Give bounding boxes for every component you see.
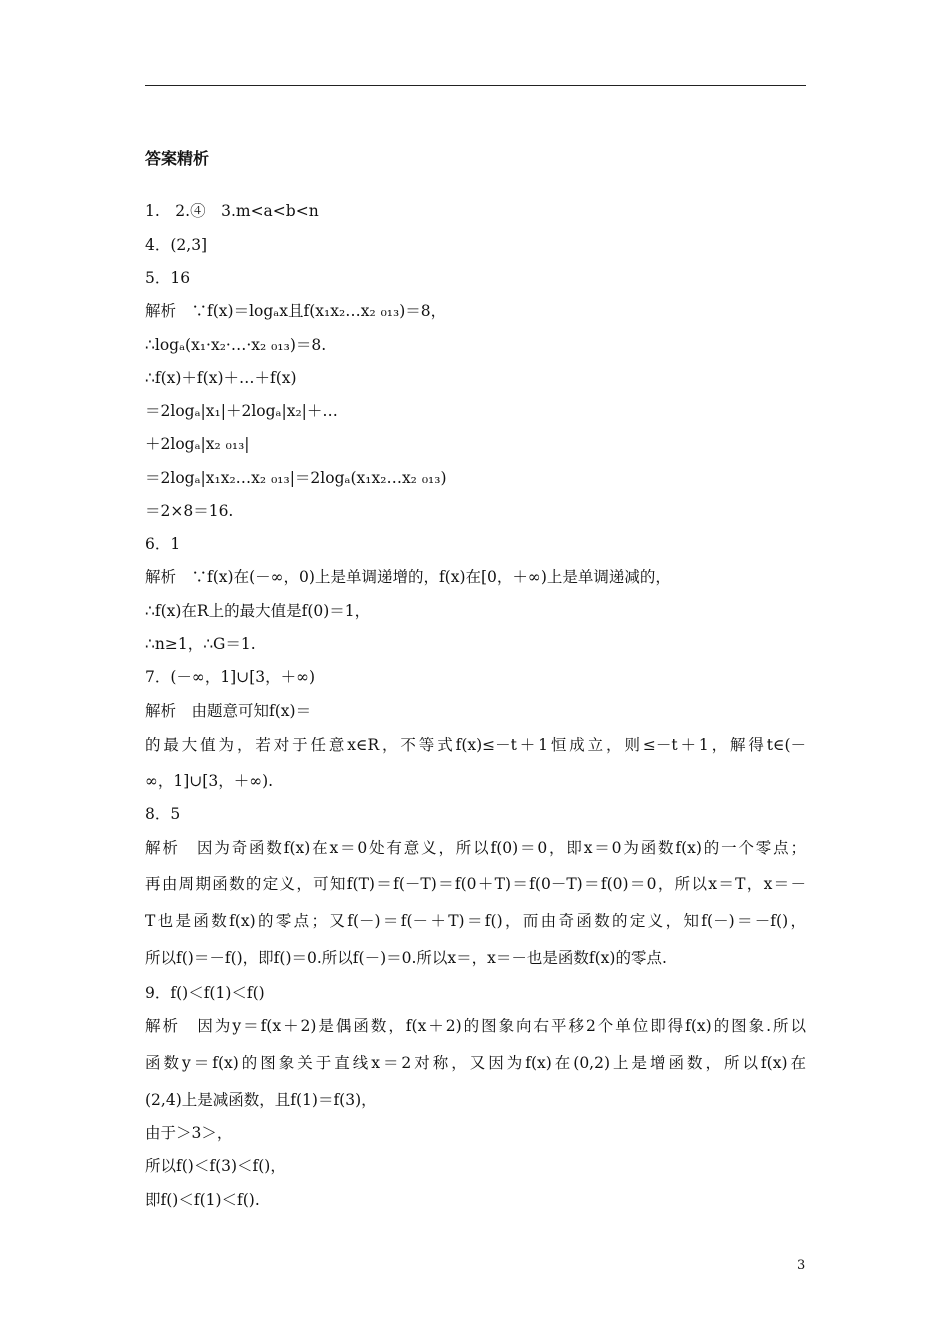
answer-line: T也是函数f(x)的零点；又f(－)＝f(－＋T)＝f()，而由奇函数的定义，知f(－)＝－f()，: [145, 912, 806, 930]
answer-line: ∴logₐ(x₁·x₂·…·x₂ ₀₁₃)＝8.: [145, 336, 327, 354]
answer-line: 再由周期函数的定义，可知f(T)＝f(－T)＝f(0＋T)＝f(0－T)＝f(0)＝0，所以x＝T，x＝－: [145, 875, 806, 893]
answer-line: ＝2×8＝16.: [145, 502, 234, 520]
answer-line: 即f()＜f(1)＜f().: [145, 1191, 260, 1209]
answer-line: 函数y＝f(x)的图象关于直线x＝2对称，又因为f(x)在(0,2)上是增函数，所以f(x)在: [145, 1054, 806, 1072]
answer-line: 7．(－∞，1]∪[3，＋∞): [145, 668, 316, 686]
answer-line: ＋2logₐ|x₂ ₀₁₃|: [145, 435, 250, 453]
page-number: 3: [797, 1258, 806, 1273]
answer-line: ∞，1]∪[3，＋∞).: [145, 772, 274, 790]
answer-line: 解析 因为奇函数f(x)在x＝0处有意义，所以f(0)＝0，即x＝0为函数f(x)的一个零点；: [145, 839, 806, 857]
answer-line: 解析 因为y＝f(x＋2)是偶函数，f(x＋2)的图象向右平移2个单位即得f(x)的图象.所以: [145, 1017, 806, 1035]
answer-line: ∴f(x)在R上的最大值是f(0)＝1，: [145, 602, 371, 620]
answer-line: 5．16: [145, 269, 191, 287]
answer-line: ＝2logₐ|x₁x₂…x₂ ₀₁₃|＝2logₐ(x₁x₂…x₂ ₀₁₃): [145, 469, 447, 487]
answer-line: 的最大值为，若对于任意x∈R，不等式f(x)≤－t＋1恒成立，则≤－t＋1，解得t∈(－: [145, 736, 806, 754]
answer-line: 解析 由题意可知f(x)＝: [145, 702, 312, 720]
answer-line: 6．1: [145, 535, 181, 553]
answer-line: 9．f()＜f(1)＜f(): [145, 984, 265, 1002]
answer-line: ∴n≥1，∴G＝1.: [145, 635, 256, 653]
answer-line: 解析 ∵f(x)＝logₐx且f(x₁x₂…x₂ ₀₁₃)＝8，: [145, 302, 447, 320]
answer-line: 所以f()＝－f()，即f()＝0.所以f(－)＝0.所以x＝，x＝－也是函数f(x)的零点.: [145, 949, 667, 967]
answer-line: ＝2logₐ|x₁|＋2logₐ|x₂|＋…: [145, 402, 338, 420]
answer-line: 4．(2,3]: [145, 236, 208, 254]
answer-line: 由于＞3＞，: [145, 1124, 233, 1142]
answer-line: 1. 2.④ 3.m<a<b<n: [145, 202, 319, 220]
answer-line: ∴f(x)＋f(x)＋…＋f(x): [145, 369, 297, 387]
answer-line: 所以f()＜f(3)＜f()，: [145, 1157, 286, 1175]
answer-line: (2,4)上是减函数，且f(1)＝f(3)，: [145, 1091, 377, 1109]
answer-line: 解析 ∵f(x)在(－∞，0)上是单调递增的，f(x)在[0，＋∞)上是单调递减的，: [145, 568, 671, 586]
answer-line: 8．5: [145, 805, 181, 823]
section-heading: 答案精析: [145, 149, 210, 168]
header-rule: [145, 85, 806, 86]
